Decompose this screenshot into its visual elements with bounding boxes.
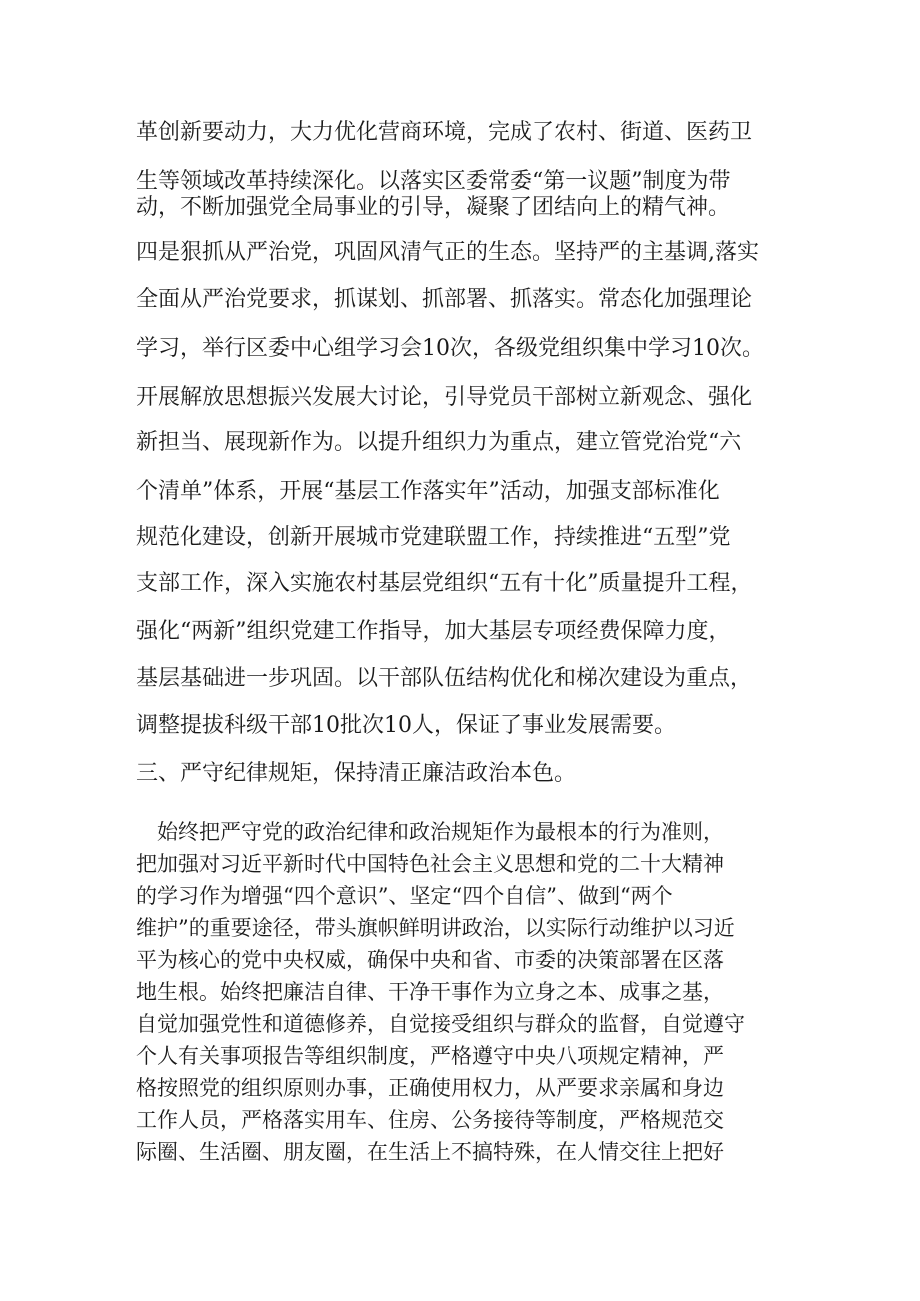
- text-line: 工作人员，严格落实用车、住房、公务接待等制度，严格规范交: [136, 1108, 724, 1132]
- section-heading: 三、严守纪律规矩，保持清正廉洁政治本色。: [136, 761, 577, 786]
- text-line: 四是狠抓从严治党，巩固风清气正的生态。坚持严的主基调,落实: [136, 240, 759, 265]
- text-line: 基层基础进一步巩固。以干部队伍结构优化和梯次建设为重点，: [136, 666, 753, 691]
- text-line: 革创新要动力，大力优化营商环境，完成了农村、街道、医药卫: [136, 120, 753, 145]
- text-line: 平为核心的党中央权威，确保中央和省、市委的决策部署在区落: [136, 948, 724, 972]
- text-line: 规范化建设，创新开展城市党建联盟工作，持续推进“五型”党: [136, 525, 731, 550]
- text-line: 格按照党的组织原则办事，正确使用权力，从严要求亲属和身边: [136, 1076, 724, 1100]
- text-line: 地生根。始终把廉洁自律、干净干事作为立身之本、成事之基，: [136, 980, 724, 1004]
- text-line: 动，不断加强党全局事业的引导，凝聚了团结向上的精气神。: [136, 195, 731, 220]
- text-line: 学习，举行区委中心组学习会10次，各级党组织集中学习10次。: [136, 336, 764, 361]
- text-line: 个清单”体系，开展“基层工作落实年”活动，加强支部标准化: [136, 479, 720, 504]
- text-line: 始终把严守党的政治纪律和政治规矩作为最根本的行为准则，: [136, 820, 724, 844]
- text-line: 生等领域改革持续深化。以落实区委常委“第一议题”制度为带: [136, 169, 731, 194]
- text-line: 调整提拔科级干部10批次10人，保证了事业发展需要。: [136, 713, 676, 738]
- text-line: 自觉加强党性和道德修养，自觉接受组织与群众的监督，自觉遵守: [136, 1012, 745, 1036]
- text-line: 把加强对习近平新时代中国特色社会主义思想和党的二十大精神: [136, 852, 724, 876]
- text-line: 全面从严治党要求，抓谋划、抓部署、抓落实。常态化加强理论: [136, 287, 753, 312]
- text-line: 支部工作，深入实施农村基层党组织“五有十化”质量提升工程，: [136, 571, 753, 596]
- text-line: 开展解放思想振兴发展大讨论，引导党员干部树立新观念、强化: [136, 385, 753, 410]
- text-line: 维护”的重要途径，带头旗帜鲜明讲政治，以实际行动维护以习近: [136, 916, 735, 940]
- text-line: 新担当、展现新作为。以提升组织力为重点，建立管党治党“六: [136, 430, 742, 455]
- text-line: 的学习作为增强“四个意识”、坚定“四个自信”、做到“两个: [136, 884, 673, 908]
- text-line: 强化“两新”组织党建工作指导，加大基层专项经费保障力度，: [136, 619, 731, 644]
- text-line: 际圈、生活圈、朋友圈，在生活上不搞特殊，在人情交往上把好: [136, 1140, 724, 1164]
- text-line: 个人有关事项报告等组织制度，严格遵守中央八项规定精神，严: [136, 1044, 724, 1068]
